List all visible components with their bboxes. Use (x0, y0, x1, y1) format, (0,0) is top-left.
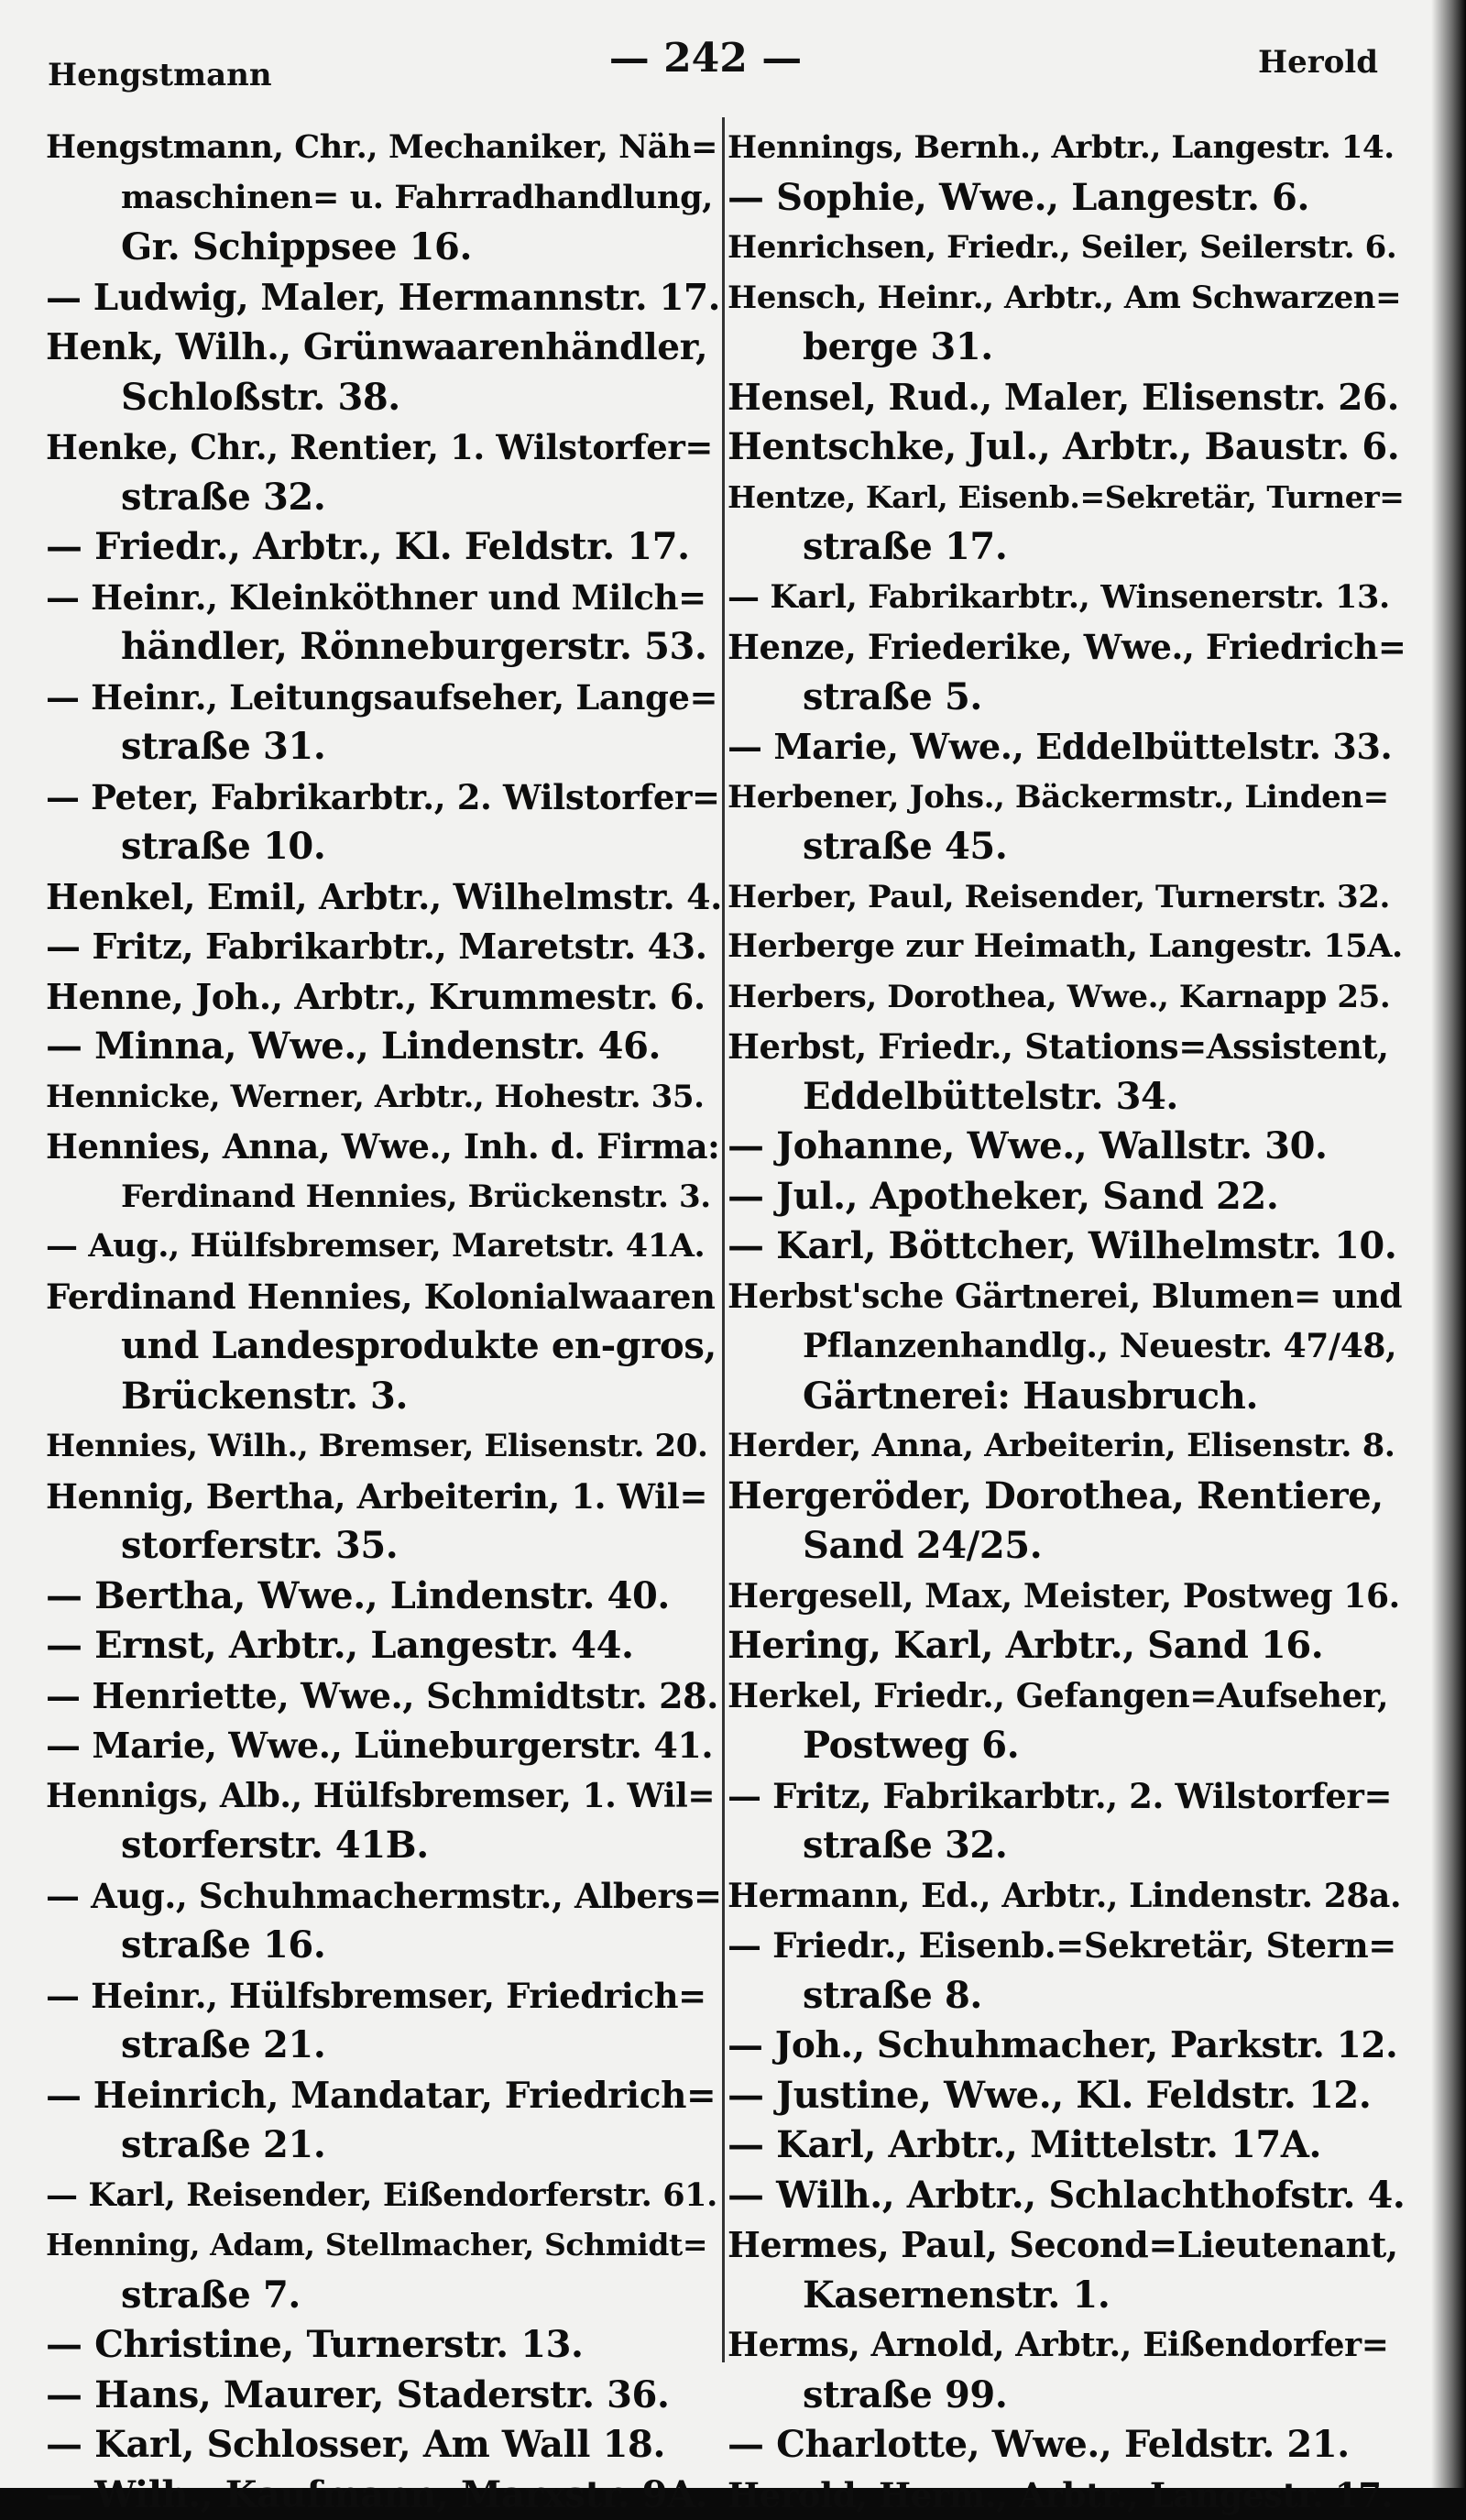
directory-entry-line: Henning, Adam, Stellmacher, Schmidt= (46, 2220, 722, 2271)
directory-entry-line: — Minna, Wwe., Lindenstr. 46. (46, 1022, 722, 1072)
directory-entry-line: — Marie, Wwe., Lüneburgerstr. 41. (46, 1721, 722, 1771)
directory-entry-line: Herberge zur Heimath, Langestr. 15A. (728, 922, 1406, 972)
directory-entry-line: — Ernst, Arbtr., Langestr. 44. (46, 1621, 722, 1671)
directory-entry-line: straße 21. (46, 2021, 722, 2071)
directory-entry-line: — Heinr., Kleinköthner und Milch= (46, 573, 722, 623)
directory-entry-line: storferstr. 35. (46, 1521, 722, 1572)
directory-entry-line: Hennig, Bertha, Arbeiterin, 1. Wil= (46, 1472, 722, 1522)
directory-entry-line: — Heinrich, Mandatar, Friedrich= (46, 2071, 722, 2121)
directory-entry-line: Herbers, Dorothea, Wwe., Karnapp 25. (728, 972, 1406, 1023)
directory-entry-line: — Christine, Turnerstr. 13. (46, 2320, 722, 2371)
directory-entry-line: — Marie, Wwe., Eddelbüttelstr. 33. (728, 722, 1406, 772)
directory-entry-line: straße 16. (46, 1921, 722, 1971)
directory-entry-line: Hering, Karl, Arbtr., Sand 16. (728, 1621, 1406, 1671)
directory-entry-line: berge 31. (728, 323, 1406, 373)
directory-entry-line: Kasernenstr. 1. (728, 2271, 1406, 2321)
directory-entry-line: maschinen= u. Fahrradhandlung, (46, 173, 722, 224)
directory-entry-line: Sand 24/25. (728, 1521, 1406, 1572)
binding-shadow (1431, 0, 1466, 2488)
directory-entry-line: Brückenstr. 3. (46, 1372, 722, 1422)
directory-entry-line: straße 17. (728, 522, 1406, 573)
directory-entry-line: Henze, Friederike, Wwe., Friedrich= (728, 622, 1406, 673)
right-column (728, 123, 1406, 2520)
directory-entry-line: straße 7. (46, 2271, 722, 2321)
directory-entry-line: — Ludwig, Maler, Hermannstr. 17. (46, 273, 722, 323)
directory-entry-line: — Bertha, Wwe., Lindenstr. 40. (46, 1572, 722, 1622)
directory-entry-line: — Henriette, Wwe., Schmidtstr. 28. (46, 1671, 722, 1722)
directory-entry-line: Hermes, Paul, Second=Lieutenant, (728, 2220, 1406, 2271)
directory-entry-line: — Karl, Schlosser, Am Wall 18. (46, 2420, 722, 2471)
directory-entry-line: — Aug., Hülfsbremser, Maretstr. 41A. (46, 1222, 722, 1272)
directory-entry-line: straße 45. (728, 822, 1406, 872)
directory-entry-line: — Karl, Reisender, Eißendorferstr. 61. (46, 2171, 722, 2221)
left-column (46, 123, 722, 2520)
directory-entry-line: Henk, Wilh., Grünwaarenhändler, (46, 323, 722, 373)
directory-entry-line: Gr. Schippsee 16. (46, 223, 722, 273)
directory-entry-line: — Peter, Fabrikarbtr., 2. Wilstorfer= (46, 772, 722, 823)
header-catchword-right: Herold (1258, 44, 1378, 81)
directory-entry-line: — Karl, Arbtr., Mittelstr. 17A. (728, 2120, 1406, 2171)
header-catchword-left: Hengstmann (48, 57, 272, 93)
directory-entry-line: — Aug., Schuhmachermstr., Albers= (46, 1871, 722, 1922)
directory-entry-line: — Fritz, Fabrikarbtr., 2. Wilstorfer= (728, 1771, 1406, 1822)
directory-entry-line: storferstr. 41B. (46, 1821, 722, 1871)
directory-entry-line: Herms, Arnold, Arbtr., Eißendorfer= (728, 2320, 1406, 2371)
directory-entry-line: — Friedr., Eisenb.=Sekretär, Stern= (728, 1921, 1406, 1971)
directory-entry-line: Hensch, Heinr., Arbtr., Am Schwarzen= (728, 273, 1406, 323)
directory-entry-line: Henne, Joh., Arbtr., Krummestr. 6. (46, 972, 722, 1023)
directory-entry-line: Herder, Anna, Arbeiterin, Elisenstr. 8. (728, 1421, 1406, 1472)
directory-entry-line: Hennies, Wilh., Bremser, Elisenstr. 20. (46, 1421, 722, 1472)
column-divider (722, 117, 725, 2362)
page-header (0, 0, 1466, 110)
directory-entry-line: Ferdinand Hennies, Kolonialwaaren (46, 1272, 722, 1322)
directory-entry-line: Hennicke, Werner, Arbtr., Hohestr. 35. (46, 1072, 722, 1123)
directory-entry-line: Herold, Herm., Arbtr., Langestr. 17. (728, 2471, 1406, 2520)
directory-entry-line: Herbst, Friedr., Stations=Assistent, (728, 1022, 1406, 1072)
directory-entry-line: Hensel, Rud., Maler, Elisenstr. 26. (728, 373, 1406, 423)
directory-entry-line: Pflanzenhandlg., Neuestr. 47/48, (728, 1321, 1406, 1372)
directory-entry-line: straße 8. (728, 1971, 1406, 2021)
directory-entry-line: straße 10. (46, 822, 722, 872)
directory-entry-line: Henke, Chr., Rentier, 1. Wilstorfer= (46, 422, 722, 473)
directory-entry-line: straße 32. (46, 473, 722, 523)
directory-entry-line: Eddelbüttelstr. 34. (728, 1072, 1406, 1123)
directory-entry-line: Hentschke, Jul., Arbtr., Baustr. 6. (728, 422, 1406, 473)
directory-entry-line: und Landesprodukte en-gros, (46, 1321, 722, 1372)
directory-entry-line: — Johanne, Wwe., Wallstr. 30. (728, 1122, 1406, 1172)
directory-entry-line: — Wilh., Kaufmann, Marxstr. 9A. (46, 2471, 722, 2520)
directory-entry-line: — Fritz, Fabrikarbtr., Maretstr. 43. (46, 922, 722, 972)
directory-entry-line: Hennigs, Alb., Hülfsbremser, 1. Wil= (46, 1771, 722, 1822)
directory-entry-line: Herber, Paul, Reisender, Turnerstr. 32. (728, 872, 1406, 923)
directory-entry-line: händler, Rönneburgerstr. 53. (46, 622, 722, 673)
page-number: — 242 — (586, 35, 825, 82)
directory-entry-line: — Jul., Apotheker, Sand 22. (728, 1172, 1406, 1222)
directory-entry-line: straße 5. (728, 673, 1406, 723)
directory-entry-line: straße 99. (728, 2371, 1406, 2421)
directory-entry-line: Ferdinand Hennies, Brückenstr. 3. (46, 1172, 722, 1222)
directory-entry-line: Henrichsen, Friedr., Seiler, Seilerstr. 6. (728, 223, 1406, 273)
directory-entry-line: Hennings, Bernh., Arbtr., Langestr. 14. (728, 123, 1406, 173)
directory-entry-line: Herbst'sche Gärtnerei, Blumen= und (728, 1272, 1406, 1322)
directory-entry-line: Schloßstr. 38. (46, 373, 722, 423)
directory-entry-line: Henkel, Emil, Arbtr., Wilhelmstr. 4. (46, 872, 722, 923)
directory-entry-line: — Wilh., Arbtr., Schlachthofstr. 4. (728, 2171, 1406, 2221)
directory-entry-line: — Heinr., Leitungsaufseher, Lange= (46, 673, 722, 723)
directory-entry-line: straße 21. (46, 2120, 722, 2171)
directory-entry-line: — Friedr., Arbtr., Kl. Feldstr. 17. (46, 522, 722, 573)
directory-entry-line: — Heinr., Hülfsbremser, Friedrich= (46, 1971, 722, 2021)
directory-entry-line: straße 32. (728, 1821, 1406, 1871)
directory-entry-line: straße 31. (46, 722, 722, 772)
directory-entry-line: — Charlotte, Wwe., Feldstr. 21. (728, 2420, 1406, 2471)
directory-entry-line: — Karl, Fabrikarbtr., Winsenerstr. 13. (728, 573, 1406, 623)
directory-entry-line: Hengstmann, Chr., Mechaniker, Näh= (46, 123, 722, 173)
directory-entry-line: Hennies, Anna, Wwe., Inh. d. Firma: (46, 1122, 722, 1172)
directory-entry-line: — Karl, Böttcher, Wilhelmstr. 10. (728, 1222, 1406, 1272)
directory-entry-line: Herkel, Friedr., Gefangen=Aufseher, (728, 1671, 1406, 1722)
directory-entry-line: — Justine, Wwe., Kl. Feldstr. 12. (728, 2071, 1406, 2121)
directory-entry-line: Hentze, Karl, Eisenb.=Sekretär, Turner= (728, 473, 1406, 523)
directory-entry-line: Gärtnerei: Hausbruch. (728, 1372, 1406, 1422)
directory-entry-line: Hergesell, Max, Meister, Postweg 16. (728, 1572, 1406, 1622)
directory-entry-line: Hermann, Ed., Arbtr., Lindenstr. 28a. (728, 1871, 1406, 1922)
directory-entry-line: Hergeröder, Dorothea, Rentiere, (728, 1472, 1406, 1522)
directory-entry-line: — Sophie, Wwe., Langestr. 6. (728, 173, 1406, 224)
directory-entry-line: — Joh., Schuhmacher, Parkstr. 12. (728, 2021, 1406, 2071)
directory-entry-line: Herbener, Johs., Bäckermstr., Linden= (728, 772, 1406, 823)
directory-entry-line: Postweg 6. (728, 1721, 1406, 1771)
directory-entry-line: — Hans, Maurer, Staderstr. 36. (46, 2371, 722, 2421)
